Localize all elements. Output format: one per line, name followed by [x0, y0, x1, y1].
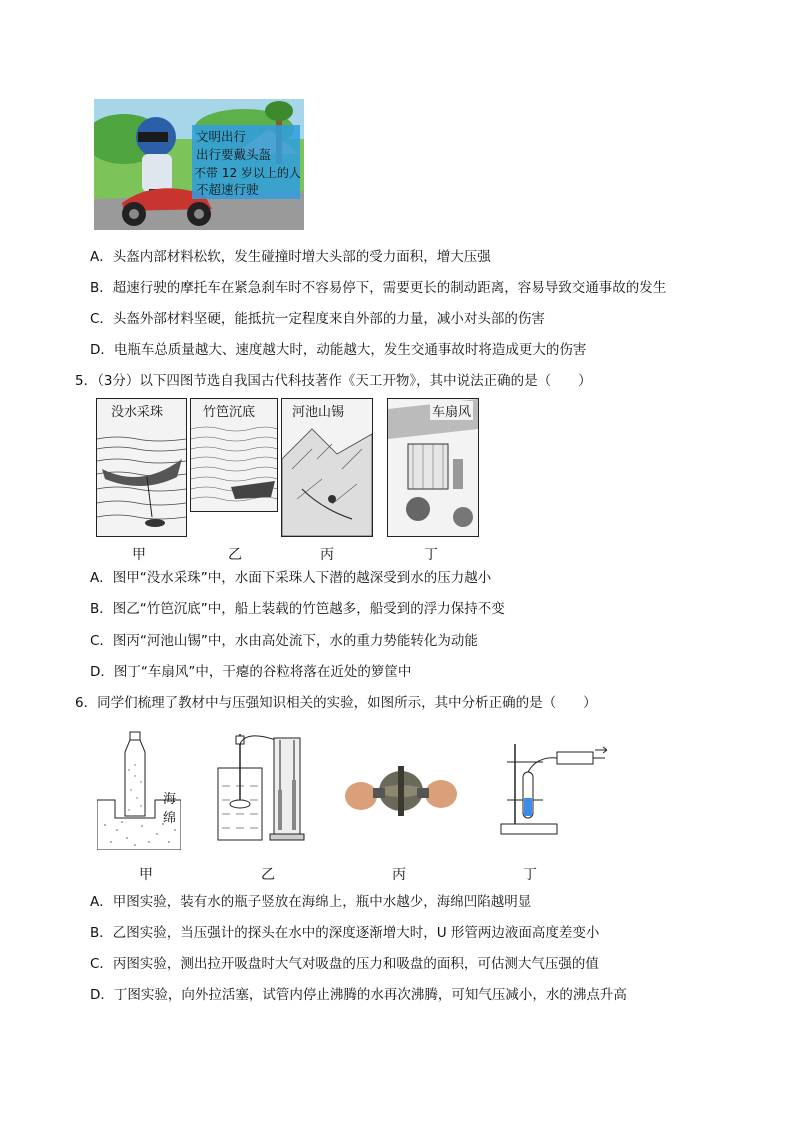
q6-image-yi — [216, 730, 306, 842]
q5-image-jia — [96, 398, 187, 537]
q6-option-c: C．丙图实验，测出拉开吸盘时大气对吸盘的压力和吸盘的面积，可估测大气压强的值 — [90, 956, 599, 972]
q6-option-d: D．丁图实验，向外拉活塞，试管内停止沸腾的水再次沸腾，可知气压减小，水的沸点升高 — [90, 987, 627, 1003]
helmet-cartoon-image — [94, 99, 304, 230]
q5-image-bing-title: 河池山锡 — [290, 401, 346, 420]
q4-option-b: B．超速行驶的摩托车在紧急刹车时不容易停下，需要更长的制动距离，容易导致交通事故的发生 — [90, 280, 667, 296]
q5-caption-jia: 甲 — [132, 547, 146, 563]
q5-image-ding — [387, 398, 479, 537]
q6-image-bing — [343, 758, 459, 824]
q5-image-yi — [190, 398, 278, 512]
q4-option-d: D．电瓶车总质量越大、速度越大时，动能越大，发生交通事故时将造成更大的伤害 — [90, 342, 587, 358]
q6-caption-yi: 乙 — [261, 867, 275, 883]
q5-image-yi-title: 竹笆沉底 — [201, 401, 257, 420]
q4-option-c: C．头盔外部材料坚硬，能抵抗一定程度来自外部的力量，减小对头部的伤害 — [90, 311, 545, 327]
q6-sponge-label: 海绵 — [163, 792, 177, 826]
cartoon-sign-line-2: 出行要戴头盔 — [196, 147, 272, 162]
q6-image-jia — [97, 730, 181, 850]
q6-caption-jia: 甲 — [139, 867, 153, 883]
q6-caption-bing: 丙 — [392, 867, 406, 883]
q5-image-jia-title: 没水采珠 — [109, 401, 165, 420]
q4-option-a: A．头盔内部材料松软，发生碰撞时增大头部的受力面积，增大压强 — [90, 249, 491, 265]
cartoon-sign-line-4: 不超速行驶 — [196, 182, 259, 197]
q5-option-b: B．图乙“竹笆沉底”中，船上装载的竹笆越多，船受到的浮力保持不变 — [90, 601, 505, 617]
q6-option-a: A．甲图实验，装有水的瓶子竖放在海绵上，瓶中水越少，海绵凹陷越明显 — [90, 894, 532, 910]
q6-stem: 6．同学们梳理了教材中与压强知识相关的实验，如图所示，其中分析正确的是（ ） — [75, 695, 597, 711]
q6-image-ding — [497, 742, 607, 837]
q5-option-a: A．图甲“没水采珠”中，水面下采珠人下潜的越深受到水的压力越小 — [90, 570, 492, 586]
q6-caption-ding: 丁 — [523, 867, 537, 883]
q5-caption-ding: 丁 — [424, 547, 438, 563]
q5-option-d: D．图丁“车扇风”中，干瘪的谷粒将落在近处的箩筐中 — [90, 664, 412, 680]
q5-stem: 5．（3分）以下四图节选自我国古代科技著作《天工开物》，其中说法正确的是（ ） — [75, 373, 592, 389]
q6-option-b: B．乙图实验，当压强计的探头在水中的深度逐渐增大时，U 形管两边液面高度差变小 — [90, 925, 600, 941]
cartoon-sign-line-1: 文明出行 — [196, 129, 247, 144]
q5-option-c: C．图丙“河池山锡”中，水由高处流下，水的重力势能转化为动能 — [90, 633, 478, 649]
cartoon-sign-line-3: 不带 12 岁以上的人 — [194, 166, 301, 180]
q5-image-bing — [281, 398, 373, 537]
q5-caption-bing: 丙 — [320, 547, 334, 563]
q5-image-ding-title: 车扇风 — [430, 401, 473, 420]
q5-caption-yi: 乙 — [228, 547, 242, 563]
